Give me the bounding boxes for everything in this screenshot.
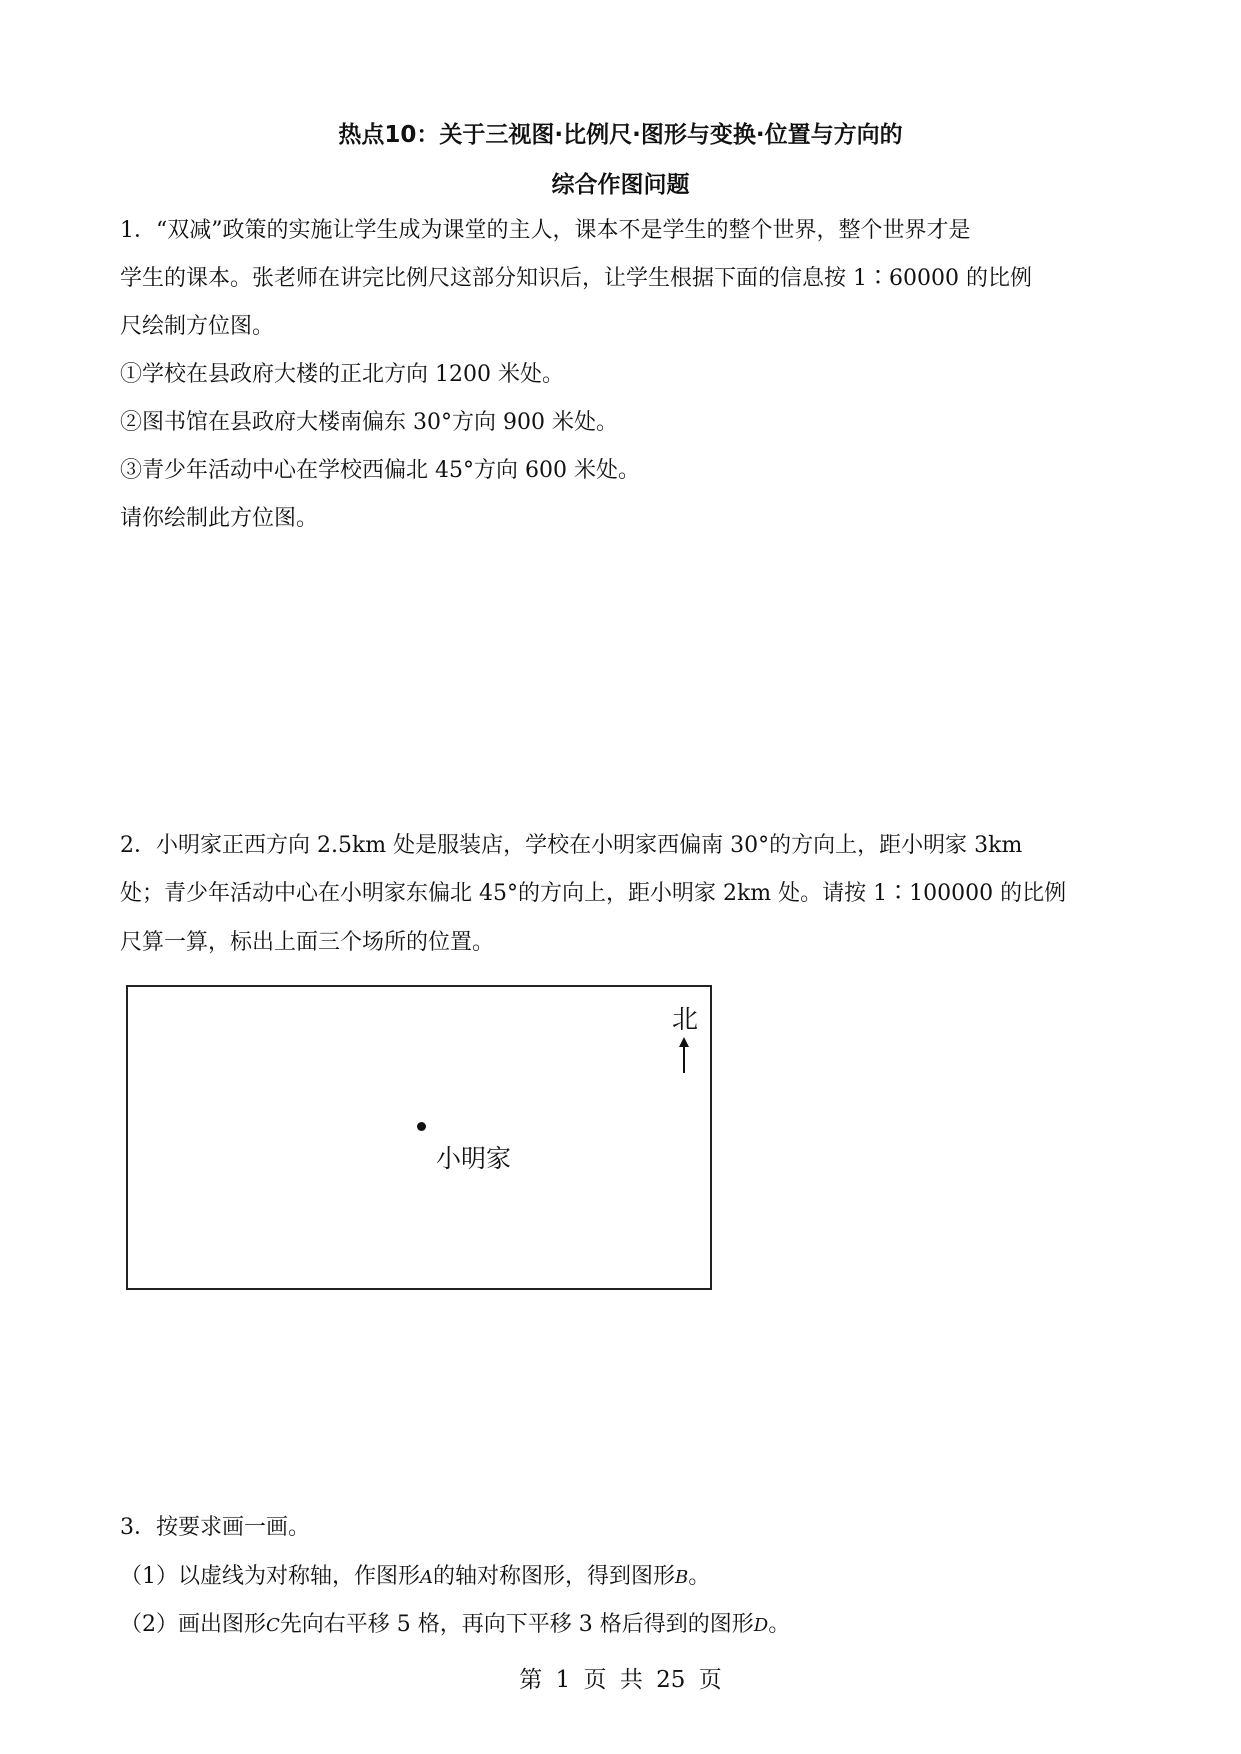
q3-item-2-post: 。 — [768, 1612, 791, 1637]
q1-line-1: 1．“双减”政策的实施让学生成为课堂的主人，课本不是学生的整个世界，整个世界才是 — [120, 218, 971, 243]
north-arrow-icon — [677, 1037, 691, 1073]
home-point — [417, 1122, 426, 1131]
q1-line-2: 学生的课本。张老师在讲完比例尺这部分知识后，让学生根据下面的信息按 1∶60000 的比例 — [120, 266, 1032, 291]
shape-c-label: C — [266, 1615, 280, 1636]
shape-a-label: A — [420, 1567, 433, 1588]
q2-map-box — [126, 985, 712, 1290]
north-label: 北 — [672, 1005, 699, 1035]
q1-line-5: ②图书馆在县政府大楼南偏东 30°方向 900 米处。 — [120, 410, 618, 435]
q2-line-3: 尺算一算，标出上面三个场所的位置。 — [120, 930, 495, 955]
q3-item-1-mid: 的轴对称图形，得到图形 — [433, 1564, 676, 1589]
q3-item-2 — [120, 1610, 790, 1641]
page-footer: 第 1 页 共 25 页 — [519, 1667, 722, 1693]
q3-item-2-pre: （2）画出图形 — [120, 1612, 266, 1637]
shape-b-label: B — [675, 1567, 689, 1588]
q2-line-2: 处；青少年活动中心在小明家东偏北 45°的方向上，距小明家 2km 处。请按 1∶100000 的比例 — [120, 881, 1067, 906]
q3-item-2-mid: 先向右平移 5 格，再向下平移 3 格后得到的图形 — [279, 1612, 754, 1637]
shape-d-label: D — [753, 1615, 769, 1636]
home-label: 小明家 — [436, 1144, 512, 1173]
q3-intro: 3．按要求画一画。 — [120, 1515, 310, 1540]
title-line-1: 热点10：关于三视图·比例尺·图形与变换·位置与方向的 — [338, 122, 903, 148]
q3-item-1-pre: （1）以虚线为对称轴，作图形 — [120, 1564, 420, 1589]
q1-line-4: ①学校在县政府大楼的正北方向 1200 米处。 — [120, 362, 564, 387]
q1-line-6: ③青少年活动中心在学校西偏北 45°方向 600 米处。 — [120, 458, 640, 483]
q3-item-1 — [120, 1562, 710, 1593]
q1-line-3: 尺绘制方位图。 — [120, 314, 275, 339]
q1-line-7: 请你绘制此方位图。 — [120, 506, 319, 531]
q3-item-1-post: 。 — [688, 1564, 711, 1589]
q2-line-1: 2．小明家正西方向 2.5km 处是服装店，学校在小明家西偏南 30°的方向上，距小明家 3km — [120, 833, 1023, 858]
title-line-2: 综合作图问题 — [551, 172, 690, 198]
